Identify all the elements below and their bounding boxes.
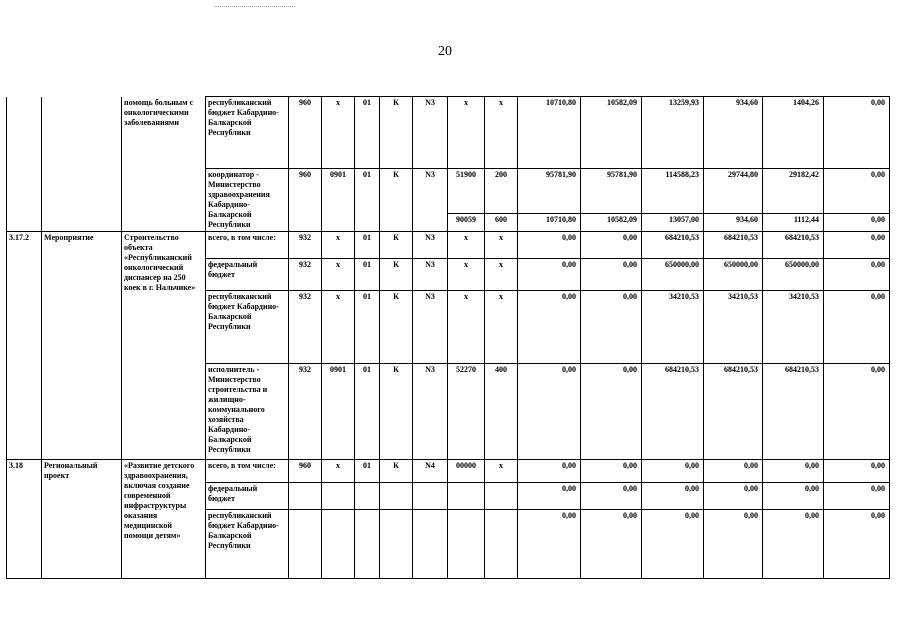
cell-vr xyxy=(485,483,518,510)
table-row xyxy=(7,460,890,483)
cell-p3: N3 xyxy=(413,364,448,460)
cell-vr: x xyxy=(485,460,518,483)
cell-vr: x xyxy=(485,259,518,291)
cell-v1: 0,00 xyxy=(518,364,581,460)
cell-v3: 0,00 xyxy=(642,483,704,510)
cell-v2: 0,00 xyxy=(581,259,642,291)
cell-grbs xyxy=(289,510,322,579)
cell-source: республиканский бюджет Кабардино-Балкарской Республики xyxy=(206,291,289,364)
cell-p2: К xyxy=(380,259,413,291)
cell-v5: 34210,53 xyxy=(763,291,824,364)
cell-grbs: 960 xyxy=(289,460,322,483)
cell-p4: x xyxy=(448,232,485,259)
cell-rz: x xyxy=(322,291,355,364)
cell-p2: К xyxy=(380,232,413,259)
cell-v5: 684210,53 xyxy=(763,232,824,259)
cell-v3: 34210,53 xyxy=(642,291,704,364)
cell-v5: 29182,42 xyxy=(763,169,824,214)
cell-v6: 0,00 xyxy=(824,232,890,259)
cell-v6: 0,00 xyxy=(824,460,890,483)
cell-p4: 90059 xyxy=(448,214,485,232)
cell-v6: 0,00 xyxy=(824,291,890,364)
cell-v3: 114588,23 xyxy=(642,169,704,214)
cell-v3: 684210,53 xyxy=(642,232,704,259)
cell-v3: 13057,00 xyxy=(642,214,704,232)
cell-p4: x xyxy=(448,291,485,364)
cell-p3: N3 xyxy=(413,169,448,232)
cell-name: «Развитие детского здравоохранения, включая создание современной инфраструктуры оказания медицинской помощи детям» xyxy=(122,460,206,579)
cell-vr: x xyxy=(485,97,518,169)
cell-v6: 0,00 xyxy=(824,169,890,214)
cell-vr: 600 xyxy=(485,214,518,232)
cell-v6: 0,00 xyxy=(824,214,890,232)
cell-v5: 684210,53 xyxy=(763,364,824,460)
cell-v3: 0,00 xyxy=(642,510,704,579)
cell-v1: 0,00 xyxy=(518,510,581,579)
cell-source: федеральный бюджет xyxy=(206,259,289,291)
cell-name: помощь больным с онкологическими заболеваниями xyxy=(122,97,206,232)
cell-grbs: 932 xyxy=(289,259,322,291)
cell-id: 3.17.2 xyxy=(7,232,42,460)
cell-source: координатор - Министерство здравоохранения Кабардино-Балкарской Республики xyxy=(206,169,289,232)
cell-v3: 650000,00 xyxy=(642,259,704,291)
cell-grbs: 932 xyxy=(289,232,322,259)
cell-p1 xyxy=(355,510,380,579)
cell-source: всего, в том числе: xyxy=(206,232,289,259)
cell-p2: К xyxy=(380,97,413,169)
cell-source: республиканский бюджет Кабардино-Балкарской Республики xyxy=(206,510,289,579)
cell-v5: 0,00 xyxy=(763,483,824,510)
cell-source: исполнитель - Министерство строительства и жилищно-коммунального хозяйства Кабардино-Балкарской Республики xyxy=(206,364,289,460)
cell-rz xyxy=(322,483,355,510)
cell-p4: x xyxy=(448,97,485,169)
cell-v2: 0,00 xyxy=(581,364,642,460)
cell-v5: 0,00 xyxy=(763,510,824,579)
cell-v6: 0,00 xyxy=(824,364,890,460)
cell-v6: 0,00 xyxy=(824,483,890,510)
cell-v4: 0,00 xyxy=(704,460,763,483)
cell-p1 xyxy=(355,483,380,510)
cell-p1: 01 xyxy=(355,169,380,232)
cell-v2: 0,00 xyxy=(581,510,642,579)
cell-v5: 0,00 xyxy=(763,460,824,483)
cell-id: 3.18 xyxy=(7,460,42,579)
cell-v3: 684210,53 xyxy=(642,364,704,460)
cell-p4: x xyxy=(448,259,485,291)
cell-p3: N3 xyxy=(413,259,448,291)
cell-v5: 1112,44 xyxy=(763,214,824,232)
cell-v4: 650000,00 xyxy=(704,259,763,291)
cell-rz: x xyxy=(322,232,355,259)
cell-p4 xyxy=(448,483,485,510)
cell-p4: 51900 xyxy=(448,169,485,214)
cell-p3: N3 xyxy=(413,97,448,169)
cell-p1: 01 xyxy=(355,364,380,460)
cell-p2: К xyxy=(380,169,413,232)
cell-p4 xyxy=(448,510,485,579)
cell-v2: 0,00 xyxy=(581,483,642,510)
cell-p3 xyxy=(413,510,448,579)
cell-grbs: 932 xyxy=(289,291,322,364)
cell-source: всего, в том числе: xyxy=(206,460,289,483)
cell-vr: 400 xyxy=(485,364,518,460)
cell-v4: 934,60 xyxy=(704,97,763,169)
cell-v4: 684210,53 xyxy=(704,364,763,460)
cell-rz: 0901 xyxy=(322,364,355,460)
cell-p1: 01 xyxy=(355,232,380,259)
cell-v2: 0,00 xyxy=(581,291,642,364)
cell-v1: 10710,80 xyxy=(518,97,581,169)
table-row xyxy=(7,97,890,169)
cell-v5: 650000,00 xyxy=(763,259,824,291)
cell-type: Мероприятие xyxy=(42,232,122,460)
cell-type xyxy=(42,97,122,232)
cell-grbs: 960 xyxy=(289,169,322,232)
cell-p2: К xyxy=(380,460,413,483)
cell-v4: 684210,53 xyxy=(704,232,763,259)
cell-rz: x xyxy=(322,259,355,291)
cell-p2: К xyxy=(380,364,413,460)
cell-vr: x xyxy=(485,232,518,259)
cell-vr: x xyxy=(485,291,518,364)
cell-v1: 10710,80 xyxy=(518,214,581,232)
cell-v2: 10582,09 xyxy=(581,214,642,232)
cell-p3: N3 xyxy=(413,291,448,364)
cell-p3 xyxy=(413,483,448,510)
budget-table xyxy=(6,96,890,579)
cell-grbs: 960 xyxy=(289,97,322,169)
cell-p2: К xyxy=(380,291,413,364)
cell-type: Региональный проект xyxy=(42,460,122,579)
cell-source: республиканский бюджет Кабардино-Балкарской Республики xyxy=(206,97,289,169)
cell-name: Строительство объекта «Республиканский онкологический диспансер на 250 коек в г. Нальчике» xyxy=(122,232,206,460)
cell-rz: 0901 xyxy=(322,169,355,232)
cell-v4: 34210,53 xyxy=(704,291,763,364)
cell-v3: 13259,93 xyxy=(642,97,704,169)
cell-v1: 0,00 xyxy=(518,460,581,483)
scan-artifact-line xyxy=(215,6,295,8)
cell-v6: 0,00 xyxy=(824,510,890,579)
cell-vr xyxy=(485,510,518,579)
cell-v5: 1404,26 xyxy=(763,97,824,169)
cell-source: федеральный бюджет xyxy=(206,483,289,510)
cell-v2: 10582,09 xyxy=(581,97,642,169)
cell-v2: 95781,90 xyxy=(581,169,642,214)
cell-v1: 95781,90 xyxy=(518,169,581,214)
cell-v1: 0,00 xyxy=(518,483,581,510)
cell-p4: 00000 xyxy=(448,460,485,483)
cell-rz: x xyxy=(322,460,355,483)
cell-v4: 934,60 xyxy=(704,214,763,232)
cell-p4: 52270 xyxy=(448,364,485,460)
cell-p3: N4 xyxy=(413,460,448,483)
cell-id xyxy=(7,97,42,232)
cell-v4: 29744,80 xyxy=(704,169,763,214)
cell-grbs: 932 xyxy=(289,364,322,460)
cell-v3: 0,00 xyxy=(642,460,704,483)
cell-p2 xyxy=(380,483,413,510)
cell-p1: 01 xyxy=(355,291,380,364)
cell-rz xyxy=(322,510,355,579)
cell-rz: x xyxy=(322,97,355,169)
page-number: 20 xyxy=(438,44,452,59)
cell-v4: 0,00 xyxy=(704,483,763,510)
cell-v2: 0,00 xyxy=(581,232,642,259)
table-row xyxy=(7,232,890,259)
cell-v1: 0,00 xyxy=(518,259,581,291)
cell-p2 xyxy=(380,510,413,579)
cell-grbs xyxy=(289,483,322,510)
cell-v6: 0,00 xyxy=(824,259,890,291)
cell-p1: 01 xyxy=(355,460,380,483)
cell-v1: 0,00 xyxy=(518,291,581,364)
cell-v4: 0,00 xyxy=(704,510,763,579)
cell-v2: 0,00 xyxy=(581,460,642,483)
cell-vr: 200 xyxy=(485,169,518,214)
cell-p3: N3 xyxy=(413,232,448,259)
cell-p1: 01 xyxy=(355,97,380,169)
cell-v1: 0,00 xyxy=(518,232,581,259)
cell-p1: 01 xyxy=(355,259,380,291)
cell-v6: 0,00 xyxy=(824,97,890,169)
